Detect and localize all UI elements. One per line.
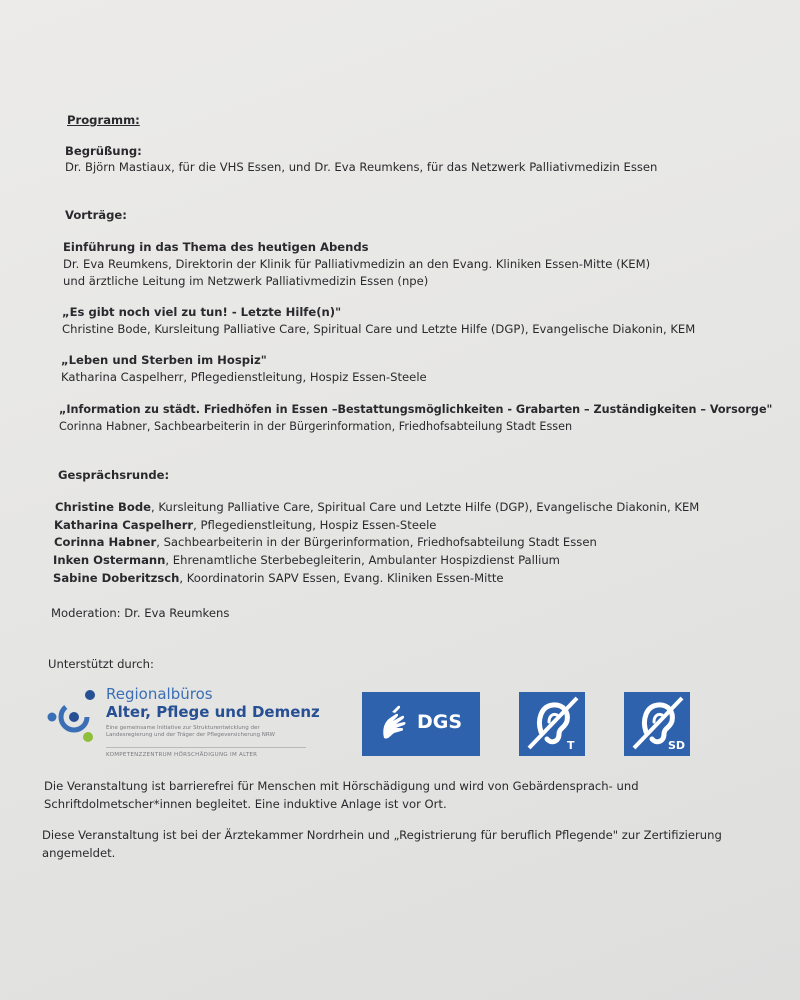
accessibility-line: Die Veranstaltung ist barrierefrei für Menschen mit Hörschädigung und wird von Gebärdensprach- und — [44, 779, 639, 793]
talk-speaker-line: und ärztliche Leitung im Netzwerk Palliativmedizin Essen (npe) — [63, 274, 429, 288]
accessibility-note — [44, 777, 639, 813]
talk-speaker-line: Dr. Eva Reumkens, Direktorin der Klinik für Palliativmedizin an den Evang. Kliniken Essen-Mitte (KEM) — [63, 257, 651, 271]
regionalbueros-tagline — [106, 725, 275, 739]
talk-speaker-line: Katharina Caspelherr, Pflegedienstleitung, Hospiz Essen-Steele — [61, 370, 427, 384]
panel-member-name: Christine Bode — [55, 500, 151, 514]
regionalbueros-subtitle: Alter, Pflege und Demenz — [106, 703, 320, 721]
panel-member — [53, 570, 504, 588]
hearing-sd-label: SD — [668, 739, 686, 752]
panel-member-role: , Kursleitung Palliative Care, Spiritual Care und Letzte Hilfe (DGP), Evangelische Diakonin, KEM — [151, 500, 700, 514]
talk-speaker-line: Corinna Habner, Sachbearbeiterin in der Bürgerinformation, Friedhofsabteilung Stadt Essen — [59, 420, 573, 433]
moderation-text: Moderation: Dr. Eva Reumkens — [51, 606, 230, 620]
talk-3 — [61, 352, 427, 386]
regionalbueros-emblem-icon — [44, 687, 104, 747]
divider — [106, 747, 306, 748]
panel-member-name: Katharina Caspelherr — [54, 518, 194, 532]
panel-member — [54, 517, 436, 535]
certification-line: Diese Veranstaltung ist bei der Ärztekammer Nordrhein und „Registrierung für beruflich Pflegende" zur Zertifizierung — [42, 828, 722, 842]
panel-member-role: , Ehrenamtliche Sterbebegleiterin, Ambulanter Hospizdienst Pallium — [165, 553, 560, 567]
panel-member — [53, 552, 560, 570]
panel-member-role: , Sachbearbeiterin in der Bürgerinformation, Friedhofsabteilung Stadt Essen — [156, 535, 597, 549]
talk-title: „Leben und Sterben im Hospiz" — [61, 353, 267, 367]
regionalbueros-logo — [44, 685, 324, 765]
panel-member-name: Sabine Doberitzsch — [53, 571, 180, 585]
certification-line: angemeldet. — [42, 846, 116, 860]
regionalbueros-footer: KOMPETENZZENTRUM HÖRSCHÄDIGUNG IM ALTER — [106, 752, 258, 758]
accessibility-line: Schriftdolmetscher*innen begleitet. Eine induktive Anlage ist vor Ort. — [44, 797, 447, 811]
regionalbueros-tagline-line: Eine gemeinsame Initiative zur Strukturentwicklung der — [106, 725, 260, 731]
dgs-logo — [362, 692, 480, 756]
regionalbueros-title: Regionalbüros — [106, 685, 213, 703]
dgs-label: DGS — [417, 711, 463, 733]
talk-title: „Es gibt noch viel zu tun! - Letzte Hilfe(n)" — [62, 305, 342, 319]
talk-1 — [63, 239, 650, 290]
hearing-sd-logo — [624, 692, 690, 756]
talk-2 — [62, 304, 695, 338]
support-heading: Unterstützt durch: — [48, 657, 154, 671]
talks-heading: Vorträge: — [65, 208, 127, 222]
panel-member — [55, 499, 699, 517]
certification-note — [42, 826, 722, 862]
panel-member-name: Corinna Habner — [54, 535, 157, 549]
panel-member-name: Inken Ostermann — [53, 553, 166, 567]
talk-title: Einführung in das Thema des heutigen Abends — [63, 240, 369, 254]
greeting-text: Dr. Björn Mastiaux, für die VHS Essen, und Dr. Eva Reumkens, für das Netzwerk Palliativmedizin Essen — [65, 160, 658, 174]
hearing-loop-t-logo — [519, 692, 585, 756]
panel-member-role: , Pflegedienstleitung, Hospiz Essen-Steele — [193, 518, 437, 532]
sign-language-hands-icon — [378, 704, 414, 744]
talk-4 — [59, 401, 772, 435]
hearing-loop-t-label: T — [567, 739, 575, 752]
program-heading: Programm: — [67, 113, 140, 127]
regionalbueros-tagline-line: Landesregierung und der Träger der Pflegeversicherung NRW — [106, 732, 275, 738]
panel-heading: Gesprächsrunde: — [58, 468, 170, 482]
talk-speaker-line: Christine Bode, Kursleitung Palliative Care, Spiritual Care und Letzte Hilfe (DGP), Evangelische Diakonin, KEM — [62, 322, 696, 336]
panel-member — [54, 534, 597, 552]
talk-title: „Information zu städt. Friedhöfen in Essen –Bestattungsmöglichkeiten - Grabarten – Zuständigkeiten – Vorsorge" — [59, 403, 773, 416]
hearing-ear-icon — [519, 692, 585, 756]
greeting-heading: Begrüßung: — [65, 144, 142, 158]
panel-member-role: , Koordinatorin SAPV Essen, Evang. Kliniken Essen-Mitte — [179, 571, 504, 585]
